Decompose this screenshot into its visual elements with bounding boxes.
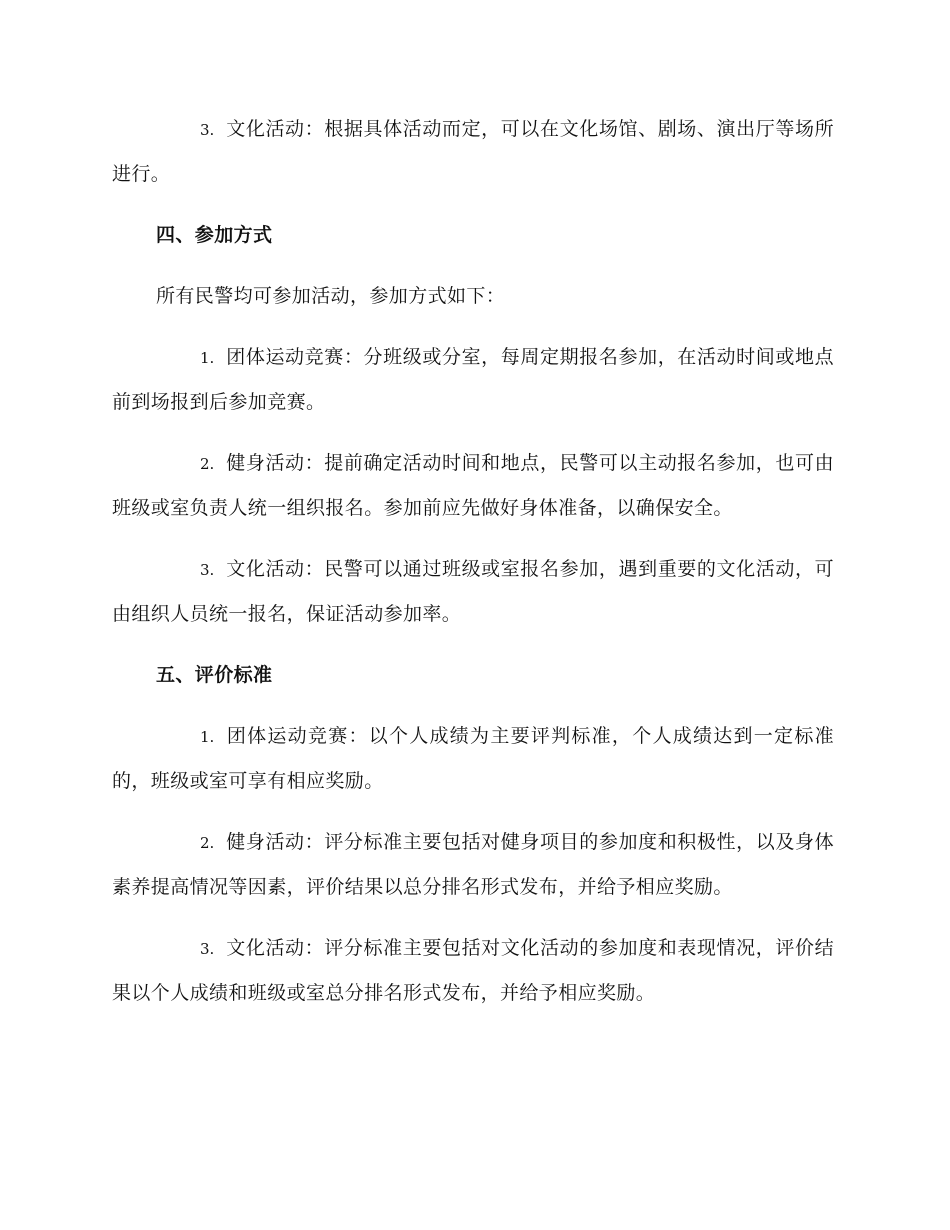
document-body bbox=[112, 107, 834, 1032]
item-number: 2. bbox=[200, 455, 215, 473]
item-number: 3. bbox=[200, 940, 215, 958]
item-text: 文化活动：根据具体活动而定，可以在文化场馆、剧场、演出厅等场所进行。 bbox=[112, 118, 834, 185]
item-number: 1. bbox=[200, 349, 215, 367]
item-number: 2. bbox=[200, 834, 215, 852]
item-number: 3. bbox=[200, 561, 215, 579]
item-text: 文化活动：民警可以通过班级或室报名参加，遇到重要的文化活动，可由组织人员统一报名，保证活动参加率。 bbox=[112, 558, 834, 625]
item-text: 健身活动：提前确定活动时间和地点，民警可以主动报名参加，也可由班级或室负责人统一组织报名。参加前应先做好身体准备，以确保安全。 bbox=[112, 452, 834, 519]
item-text: 健身活动：评分标准主要包括对健身项目的参加度和积极性，以及身体素养提高情况等因素，评价结果以总分排名形式发布，并给予相应奖励。 bbox=[112, 831, 834, 898]
section-heading-evaluation: 五、评价标准 bbox=[156, 664, 273, 686]
participation-item-3 bbox=[112, 547, 834, 636]
item-text: 文化活动：评分标准主要包括对文化活动的参加度和表现情况，评价结果以个人成绩和班级或室总分排名形式发布，并给予相应奖励。 bbox=[112, 937, 834, 1004]
participation-item-2 bbox=[112, 441, 834, 530]
item-number: 3. bbox=[200, 121, 215, 139]
item-text: 团体运动竞赛：分班级或分室，每周定期报名参加，在活动时间或地点前到场报到后参加竞赛。 bbox=[112, 346, 834, 413]
evaluation-item-2 bbox=[112, 820, 834, 909]
participation-intro: 所有民警均可参加活动，参加方式如下： bbox=[156, 285, 506, 307]
participation-item-1 bbox=[112, 335, 834, 424]
evaluation-item-3 bbox=[112, 926, 834, 1015]
item-text: 团体运动竞赛：以个人成绩为主要评判标准，个人成绩达到一定标准的，班级或室可享有相应奖励。 bbox=[112, 725, 834, 792]
evaluation-item-1 bbox=[112, 714, 834, 803]
venue-item-3 bbox=[112, 107, 834, 196]
section-heading-participation: 四、参加方式 bbox=[156, 224, 273, 246]
item-number: 1. bbox=[200, 728, 215, 746]
